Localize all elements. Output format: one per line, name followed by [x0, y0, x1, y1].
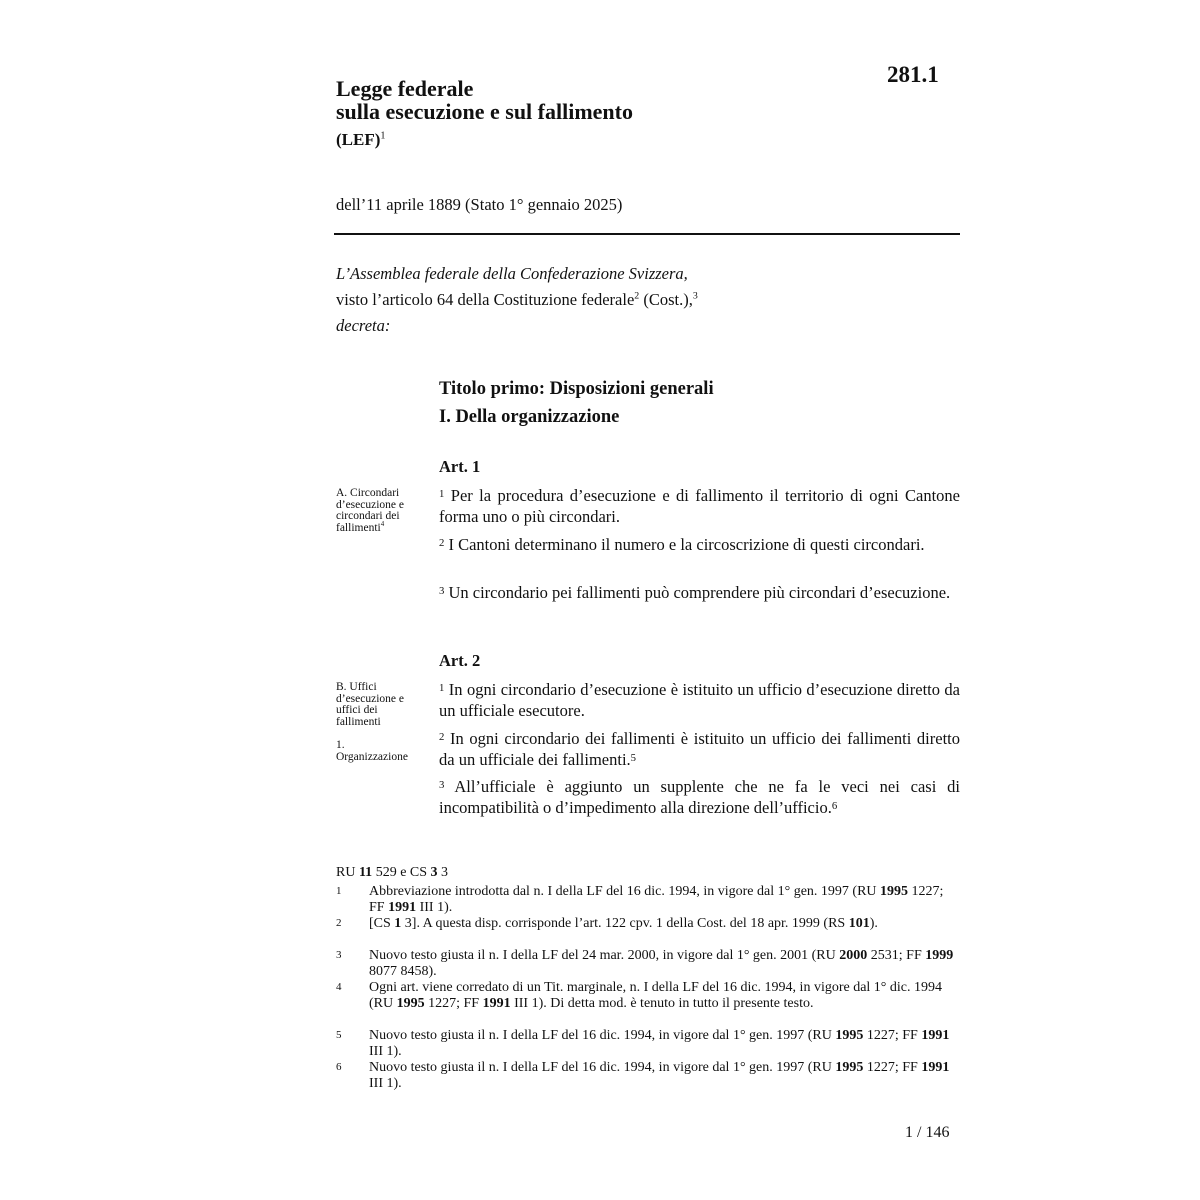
footnote-text [369, 948, 960, 979]
text-segment: III 1). Di detta mod. è tenuto in tutto il presente testo. [510, 995, 814, 1011]
footnote-number: 2 [336, 917, 342, 929]
footnote-text [369, 980, 960, 1011]
text-segment: Nuovo testo giusta il n. I della LF del 24 mar. 2000, in vigore dal 1° gen. 2001 (RU [369, 948, 840, 963]
text-segment: III 1). [369, 1075, 402, 1091]
text-segment: Nuovo testo giusta il n. I della LF del 16 dic. 1994, in vigore dal 1° gen. 1997 (RU [369, 1028, 836, 1043]
text-segment: 8077 8458). [369, 963, 437, 979]
preamble-basis-end: (Cost.), [639, 290, 693, 309]
preamble [336, 263, 698, 336]
article-1-marginal-title [336, 488, 418, 534]
paragraph-text: Per la procedura d’esecuzione e di fallimento il territorio di ogni Cantone forma uno o più circondari. [439, 486, 961, 526]
bold-reference: 3 [430, 865, 438, 880]
abbr-text: (LEF) [336, 130, 381, 149]
bold-reference: 1999 [925, 948, 954, 963]
sr-number: 281.1 [887, 62, 939, 87]
paragraph-number: 2 [439, 537, 445, 549]
text-segment: 2531; FF [867, 948, 926, 963]
paragraph-text: I Cantoni determinano il numero e la circoscrizione di questi circondari. [448, 535, 925, 554]
article-1-label: Art. 1 [439, 457, 481, 476]
preamble-assembly: L’Assemblea federale della Confederazione Svizzera, [336, 264, 688, 283]
bold-reference: 101 [848, 916, 870, 931]
law-date: dell’11 aprile 1889 (Stato 1° gennaio 2025) [336, 195, 623, 214]
text-segment: ). [869, 916, 878, 931]
footnote [336, 916, 960, 932]
preamble-decrees: decreta: [336, 316, 391, 335]
paragraph-text: All’ufficiale è aggiunto un supplente che ne fa le veci nei casi di incompatibilità o d’impedimento alla direzione dell’ufficio. [439, 777, 960, 817]
footnote [336, 884, 960, 915]
article-2-paragraph-1 [439, 679, 960, 721]
footnote-number: 4 [336, 981, 342, 993]
article-2-marginal-subtitle: 1. Organizzazione [336, 739, 408, 763]
footnote-number: 3 [336, 949, 342, 961]
footnote-ref[interactable]: 4 [380, 520, 385, 528]
footnote [336, 948, 960, 979]
bold-reference: 1995 [835, 1060, 864, 1075]
bold-reference: 1995 [880, 884, 909, 899]
section-heading: I. Della organizzazione [439, 407, 620, 427]
article-1-paragraph-1 [439, 485, 960, 527]
article-2-paragraph-2 [439, 728, 960, 770]
article-2-label: Art. 2 [439, 651, 481, 670]
text-segment: 1227; FF [369, 884, 944, 915]
bold-reference: 11 [358, 865, 373, 880]
text-segment: 1227; FF [863, 1028, 922, 1043]
footnote [336, 1060, 960, 1091]
paragraph-text: Un circondario pei fallimenti può comprendere più circondari d’esecuzione. [448, 583, 951, 602]
footnote-ref[interactable]: 1 [380, 130, 386, 142]
law-title [336, 77, 633, 123]
bold-reference: 1991 [388, 899, 417, 915]
title-line-1: Legge federale [336, 76, 474, 101]
bold-reference: 1995 [396, 995, 425, 1011]
text-segment: [CS [369, 916, 395, 931]
text-segment: III 1). [416, 899, 453, 915]
bold-reference: 1991 [921, 1028, 950, 1043]
footnote-ref[interactable]: 6 [831, 800, 838, 812]
article-2-marginal-title: B. Uffici d’esecuzione e uffici dei fallimenti [336, 681, 405, 728]
text-segment: 1227; FF [863, 1060, 922, 1075]
footnote-number: 5 [336, 1029, 342, 1041]
article-1-paragraph-2 [439, 534, 960, 555]
text-segment: 1227; FF [424, 995, 483, 1011]
preamble-basis-text: visto l’articolo 64 della Costituzione federale [336, 290, 635, 309]
text-segment: Abbreviazione introdotta dal n. I della LF del 16 dic. 1994, in vigore dal 1° gen. 1997 (RU [369, 884, 881, 899]
text-segment: III 1). [369, 1043, 402, 1059]
bold-reference: 1991 [482, 995, 511, 1011]
bold-reference: 1995 [835, 1028, 864, 1043]
bold-reference: 1 [394, 916, 402, 931]
text-segment: 3]. A questa disp. corrisponde l’art. 122 cpv. 1 della Cost. del 18 apr. 1999 (RS [401, 916, 849, 931]
paragraph-number: 1 [439, 488, 445, 500]
footnote [336, 980, 960, 1011]
article-2-paragraph-3 [439, 776, 960, 818]
paragraph-number: 3 [439, 779, 445, 791]
title-heading: Titolo primo: Disposizioni generali [439, 379, 714, 399]
footnote-text [369, 884, 960, 915]
page-number: 1 / 146 [905, 1124, 950, 1141]
footnote-text [369, 916, 960, 932]
title-line-2: sulla esecuzione e sul fallimento [336, 99, 633, 124]
article-1-paragraph-3 [439, 582, 960, 603]
footnote-ref[interactable]: 2 [634, 290, 640, 302]
text-segment: 3 [437, 865, 449, 880]
text-segment: Nuovo testo giusta il n. I della LF del 16 dic. 1994, in vigore dal 1° gen. 1997 (RU [369, 1060, 836, 1075]
footnote-text [369, 1060, 960, 1091]
header-rule [334, 233, 960, 235]
paragraph-text: In ogni circondario d’esecuzione è istituito un ufficio d’esecuzione diretto da un ufficiale esecutore. [439, 680, 960, 720]
footnote-ref[interactable]: 5 [630, 752, 637, 764]
footnote-text [369, 1028, 960, 1059]
paragraph-text: In ogni circondario dei fallimenti è istituito un ufficio dei fallimenti diretto da un ufficiale dei fallimenti. [439, 729, 960, 769]
footnote-number: 1 [336, 885, 342, 897]
paragraph-number: 2 [439, 731, 445, 743]
marginal-text: A. Circondari d’esecuzione e circondari dei fallimenti [336, 487, 405, 534]
text-segment: 529 e CS [372, 865, 431, 880]
paragraph-number: 3 [439, 585, 445, 597]
bold-reference: 1991 [921, 1060, 950, 1075]
footnote [336, 1028, 960, 1059]
text-segment: RU [336, 865, 359, 880]
preamble-basis [336, 289, 698, 315]
footnote-number: 6 [336, 1061, 342, 1073]
footnote-ref[interactable]: 3 [692, 290, 698, 302]
text-segment: Ogni art. viene corredato di un Tit. marginale, n. I della LF del 16 dic. 1994, in vigore dal 1° dic. 1994 (RU [369, 980, 943, 1011]
paragraph-number: 1 [439, 682, 445, 694]
law-abbreviation [336, 130, 385, 150]
bold-reference: 2000 [839, 948, 868, 963]
source-reference [336, 865, 448, 881]
